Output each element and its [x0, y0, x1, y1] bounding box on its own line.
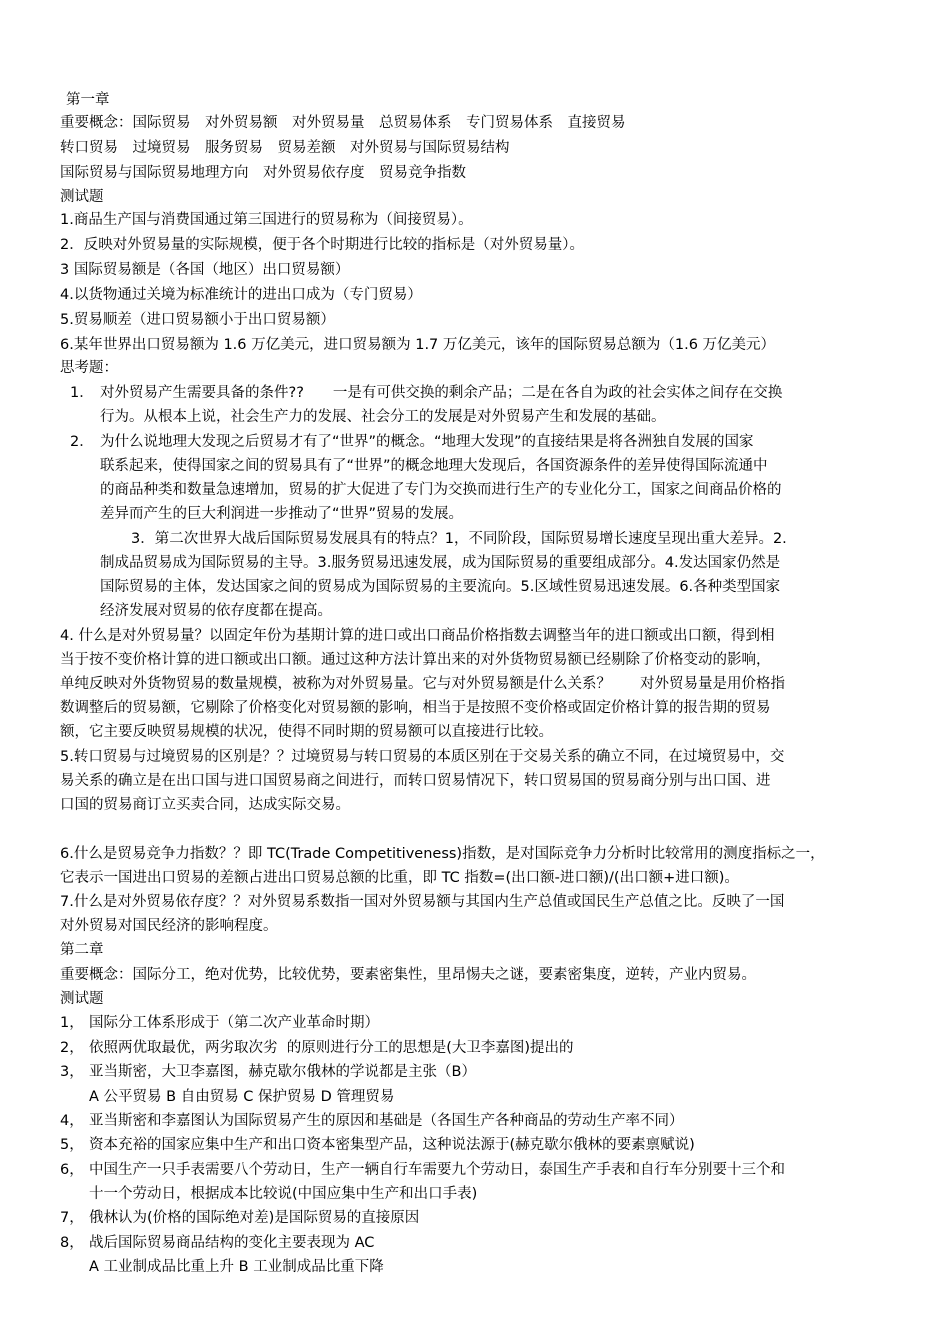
question-1-line: 对外贸易产生需要具备的条件?? 一是有可供交换的剩余产品；二是在各自为政的社会实体之间存在交换 [100, 385, 783, 401]
question-1-line: 行为。从根本上说，社会生产力的发展、社会分工的发展是对外贸易产生和发展的基础。 [100, 409, 666, 425]
question-number: 1． [70, 385, 94, 401]
ch2-item-number: 4， [60, 1113, 84, 1129]
question-7-line: 7.什么是对外贸易依存度？？对外贸易系数指一国对外贸易额与其国内生产总值或国民生产总值之比。反映了一国 [60, 894, 785, 910]
question-4-line: 数调整后的贸易额，它剔除了价格变化对贸易额的影响，相当于是按照不变价格或固定价格计算的报告期的贸易 [60, 700, 771, 716]
question-5-line: 易关系的确立是在出口国与进口国贸易商之间进行，而转口贸易情况下，转口贸易国的贸易商分别与出口国、进 [60, 773, 771, 789]
ch2-item-line: 国际分工体系形成于（第二次产业革命时期） [89, 1015, 379, 1031]
ch2-item-line: 依照两优取最优，两劣取次劣 的原则进行分工的思想是(大卫李嘉图)提出的 [89, 1040, 574, 1056]
question-6-line: 6.什么是贸易竞争力指数？？即 TC(Trade Competitiveness)指数，是对国际竞争力分析时比较常用的测度指标之一， [60, 846, 825, 862]
ch1-concepts-line: 转口贸易 过境贸易 服务贸易 贸易差额 对外贸易与国际贸易结构 [60, 140, 510, 156]
question-5-line: 口国的贸易商订立买卖合同，达成实际交易。 [60, 797, 350, 813]
ch2-item-options: A 工业制成品比重上升 B 工业制成品比重下降 [89, 1259, 384, 1275]
question-3-line: 制成品贸易成为国际贸易的主导。3.服务贸易迅速发展，成为国际贸易的重要组成部分。4.发达国家仍然是 [100, 555, 781, 571]
ch2-item-number: 5， [60, 1137, 84, 1153]
question-2-line: 联系起来，使得国家之间的贸易具有了“世界”的概念地理大发现后，各国资源条件的差异使得国际流通中 [100, 458, 768, 474]
ch1-concepts-line: 国际贸易与国际贸易地理方向 对外贸易依存度 贸易竞争指数 [60, 165, 466, 181]
question-3-line: 3．第二次世界大战后国际贸易发展具有的特点？1，不同阶段，国际贸易增长速度呈现出重大差异。2. [131, 531, 787, 547]
ch2-item-line: 资本充裕的国家应集中生产和出口资本密集型产品，这种说法源于(赫克歇尔俄林的要素禀赋说) [89, 1137, 695, 1153]
question-6-line: 它表示一国进出口贸易的差额占进出口贸易总额的比重，即 TC 指数=(出口额-进口额)/(出口额+进口额)。 [60, 870, 739, 886]
ch2-item-number: 3， [60, 1064, 84, 1080]
question-4-line: 4. 什么是对外贸易量？以固定年份为基期计算的进口或出口商品价格指数去调整当年的进口额或出口额，得到相 [60, 628, 775, 644]
question-4-line: 当于按不变价格计算的进口额或出口额。通过这种方法计算出来的对外货物贸易额已经剔除了价格变动的影响， [60, 652, 771, 668]
ch2-item-line: 战后国际贸易商品结构的变化主要表现为 AC [89, 1235, 375, 1251]
chapter-1-title: 第一章 [66, 92, 110, 108]
question-5-line: 5.转口贸易与过境贸易的区别是？？过境贸易与转口贸易的本质区别在于交易关系的确立不同，在过境贸易中，交 [60, 749, 785, 765]
ch1-concepts-line: 重要概念：国际贸易 对外贸易额 对外贸易量 总贸易体系 专门贸易体系 直接贸易 [60, 115, 626, 131]
question-3-line: 国际贸易的主体，发达国家之间的贸易成为国际贸易的主要流向。5.区域性贸易迅速发展。6.各种类型国家 [100, 579, 781, 595]
question-2-line: 差异而产生的巨大利润进一步推动了“世界”贸易的发展。 [100, 506, 464, 522]
ch2-item-line: 亚当斯密，大卫李嘉图，赫克歇尔俄林的学说都是主张（B） [89, 1064, 476, 1080]
ch1-test-item: 1.商品生产国与消费国通过第三国进行的贸易称为（间接贸易）。 [60, 212, 473, 228]
ch1-test-item: 5.贸易顺差（进口贸易额小于出口贸易额） [60, 312, 335, 328]
ch2-concepts: 重要概念：国际分工，绝对优势，比较优势，要素密集性，里昂惕夫之谜，要素密集度，逆转，产业内贸易。 [60, 967, 756, 983]
ch1-test-item: 6.某年世界出口贸易额为 1.6 万亿美元，进口贸易额为 1.7 万亿美元，该年的国际贸易总额为（1.6 万亿美元） [60, 337, 776, 353]
ch2-item-number: 1， [60, 1015, 84, 1031]
ch2-item-number: 6， [60, 1162, 84, 1178]
ch2-item-number: 2， [60, 1040, 84, 1056]
question-2-line: 的商品种类和数量急速增加，贸易的扩大促进了专门为交换而进行生产的专业化分工，国家之间商品价格的 [100, 482, 782, 498]
ch2-item-line: 俄林认为(价格的国际绝对差)是国际贸易的直接原因 [89, 1210, 420, 1226]
ch2-item-number: 7， [60, 1210, 84, 1226]
question-4-line: 单纯反映对外货物贸易的数量规模，被称为对外贸易量。它与对外贸易额是什么关系？ 对外贸易量是用价格指 [60, 676, 785, 692]
ch2-item-line: 中国生产一只手表需要八个劳动日，生产一辆自行车需要九个劳动日，泰国生产手表和自行车分别要十三个和 [89, 1162, 785, 1178]
ch1-test-item: 3 国际贸易额是（各国（地区）出口贸易额） [60, 262, 350, 278]
ch1-test-heading: 测试题 [60, 189, 104, 205]
ch2-item-line: 十一个劳动日，根据成本比较说(中国应集中生产和出口手表) [89, 1186, 478, 1202]
question-2-line: 为什么说地理大发现之后贸易才有了“世界”的概念。“地理大发现”的直接结果是将各洲独自发展的国家 [100, 434, 754, 450]
ch1-test-item: 2．反映对外贸易量的实际规模，便于各个时期进行比较的指标是（对外贸易量）。 [60, 237, 584, 253]
question-number: 2． [70, 434, 94, 450]
question-7-line: 对外贸易对国民经济的影响程度。 [60, 918, 278, 934]
question-3-line: 经济发展对贸易的依存度都在提高。 [100, 603, 332, 619]
chapter-2-title: 第二章 [60, 942, 104, 958]
ch2-test-heading: 测试题 [60, 991, 104, 1007]
ch2-item-options: A 公平贸易 B 自由贸易 C 保护贸易 D 管理贸易 [89, 1089, 395, 1105]
ch2-item-number: 8， [60, 1235, 84, 1251]
think-heading: 思考题： [60, 360, 118, 376]
question-4-line: 额，它主要反映贸易规模的状况，使得不同时期的贸易额可以直接进行比较。 [60, 724, 553, 740]
ch1-test-item: 4.以货物通过关境为标准统计的进出口成为（专门贸易） [60, 287, 422, 303]
ch2-item-line: 亚当斯密和李嘉图认为国际贸易产生的原因和基础是（各国生产各种商品的劳动生产率不同） [89, 1113, 684, 1129]
